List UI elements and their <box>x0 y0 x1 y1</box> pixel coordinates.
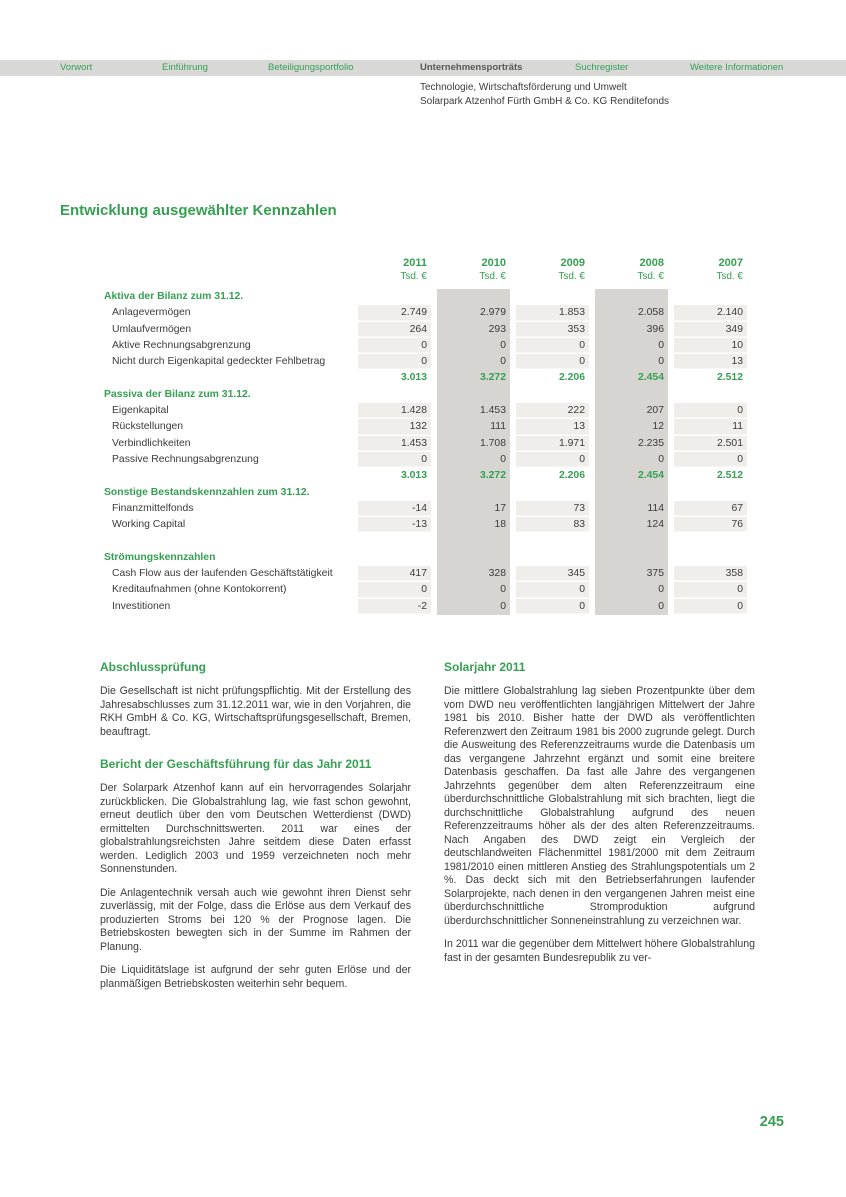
left-column <box>100 660 411 991</box>
cell-2010: 1.453 <box>479 405 506 417</box>
cell-2009: 345 <box>516 566 589 582</box>
row-label: Anlagevermögen <box>112 307 191 319</box>
cell-2010 <box>437 289 510 305</box>
top-navigation <box>0 60 846 76</box>
cell-2007: 0 <box>674 582 747 598</box>
cell-2010: 328 <box>488 568 506 580</box>
row-label <box>104 533 352 549</box>
cell-2007: 11 <box>674 419 747 435</box>
column-year: 2008 <box>639 257 664 269</box>
cell-2007: 2.501 <box>674 436 747 452</box>
column-year: 2011 <box>403 257 427 269</box>
cell-2011 <box>358 533 431 549</box>
cell-2010: 111 <box>490 421 506 433</box>
table-row-section <box>104 485 750 501</box>
cell-2010 <box>437 485 510 501</box>
cell-2008: 2.058 <box>637 307 664 319</box>
cell-2011: 264 <box>358 322 431 338</box>
cell-2011: 2.749 <box>358 305 431 321</box>
row-label: Sonstige Bestandskennzahlen zum 31.12. <box>104 486 310 498</box>
table-row-total <box>104 370 750 386</box>
cell-2007 <box>674 550 747 566</box>
cell-2010: 0 <box>500 339 506 351</box>
cell-2008: 0 <box>658 453 664 465</box>
cell-2007: 0 <box>674 403 747 419</box>
cell-2008 <box>595 550 668 566</box>
column-unit: Tsd. € <box>400 271 427 282</box>
cell-2007: 358 <box>674 566 747 582</box>
cell-2009 <box>516 533 589 549</box>
row-label: Cash Flow aus der laufenden Geschäftstätigkeit <box>112 568 333 580</box>
cell-2011: 3.013 <box>400 372 427 384</box>
cell-2008: 0 <box>658 339 664 351</box>
table-header <box>104 256 750 284</box>
nav-item-einf-hrung[interactable]: Einführung <box>162 62 208 73</box>
table-rows <box>104 289 750 615</box>
cell-2007 <box>674 533 747 549</box>
breadcrumb-line-2: Solarpark Atzenhof Fürth GmbH & Co. KG Renditefonds <box>420 96 670 107</box>
cell-2008: 0 <box>658 584 664 596</box>
cell-2007: 76 <box>674 517 747 533</box>
cell-2010: 0 <box>500 356 506 368</box>
cell-2008: 2.454 <box>637 470 664 482</box>
breadcrumb-line-1: Technologie, Wirtschaftsförderung und Umwelt <box>420 82 627 93</box>
cell-2011: 1.453 <box>358 436 431 452</box>
column-header-2011 <box>358 256 431 284</box>
table-row-data <box>104 322 750 338</box>
table-row-data <box>104 354 750 370</box>
paragraph: Die Gesellschaft ist nicht prüfungspflichtig. Mit der Erstellung des Jahresabschlusses zum 31.12.2011 war, wie in den Vorjahren, die RKH GmbH & Co. KG, Wirtschaftsprüfungsgesellschaft, Bremen, beauftragt. <box>100 685 411 738</box>
column-unit: Tsd. € <box>558 271 585 282</box>
article-section <box>444 660 755 965</box>
cell-2010: 17 <box>494 502 506 514</box>
cell-2011: -13 <box>358 517 431 533</box>
cell-2008 <box>595 533 668 549</box>
cell-2011: -14 <box>358 501 431 517</box>
section-heading: Solarjahr 2011 <box>444 660 526 674</box>
cell-2009 <box>516 289 589 305</box>
cell-2011 <box>358 550 431 566</box>
cell-2007 <box>674 387 747 403</box>
row-label <box>104 370 352 386</box>
row-label <box>104 468 352 484</box>
nav-item-suchregister[interactable]: Suchregister <box>575 62 629 73</box>
page-title: Entwicklung ausgewählter Kennzahlen <box>60 202 337 219</box>
cell-2011: 0 <box>358 338 431 354</box>
column-year: 2010 <box>481 257 506 269</box>
table-row-data <box>104 452 750 468</box>
table-row-section <box>104 289 750 305</box>
cell-2009: 0 <box>516 582 589 598</box>
cell-2009 <box>516 485 589 501</box>
cell-2011 <box>358 387 431 403</box>
paragraph: Die Anlagentechnik versah auch wie gewohnt ihren Dienst sehr zuverlässig, mit der Folge, dass die Erlöse aus dem Verkauf des produzierten Stroms bei 120 % der Prognose lagen. Die Betriebskosten bewegten sich in der Summe im Rahmen der Planung. <box>100 886 411 953</box>
kennzahlen-table <box>104 256 750 615</box>
cell-2010: 0 <box>500 600 506 612</box>
row-label: Working Capital <box>112 519 186 531</box>
cell-2011: 0 <box>358 354 431 370</box>
row-label: Passive Rechnungsabgrenzung <box>112 453 259 465</box>
column-header-2007 <box>674 256 747 284</box>
cell-2010 <box>437 533 510 549</box>
cell-2009: 73 <box>516 501 589 517</box>
row-label: Passiva der Bilanz zum 31.12. <box>104 388 251 400</box>
cell-2008: 2.454 <box>637 372 664 384</box>
cell-2010 <box>437 387 510 403</box>
table-row-data <box>104 419 750 435</box>
cell-2007 <box>674 289 747 305</box>
cell-2011: 0 <box>358 582 431 598</box>
paragraph: Der Solarpark Atzenhof kann auf ein hervorragendes Solarjahr zurückblicken. Die Globalstrahlung lag, wie fast schon gewohnt, erneut deutlich über den vom Deutschen Wetterdienst (DWD) ermittelten Durchschnittswerten. 2011 war eines der globalstrahlungsreichsten Jahre seitdem diese Daten erfasst werden. Lediglich 2003 und 1959 verzeichneten noch mehr Sonnenstunden. <box>100 782 411 875</box>
table-row-section <box>104 387 750 403</box>
cell-2009 <box>516 387 589 403</box>
cell-2010: 0 <box>500 584 506 596</box>
cell-2007: 0 <box>674 452 747 468</box>
cell-2007: 2.512 <box>716 372 743 384</box>
cell-2007: 2.512 <box>716 470 743 482</box>
cell-2011: 417 <box>358 566 431 582</box>
cell-2009: 0 <box>516 452 589 468</box>
column-unit: Tsd. € <box>716 271 743 282</box>
paragraph: Die mittlere Globalstrahlung lag sieben Prozentpunkte über dem vom DWD neu veröffentlichten langjährigen Mittelwert der Jahre 1981 bis 2010. Bisher hatte der DWD als veröffentlichten Referenzwert den Zeitraum 1981 bis 2000 zugrunde gelegt. Durch die Ausweitung des Referenzzeitraums wurde die Datenbasis um das vergangene Jahrzehnt ergänzt und somit eine breitere Datenbasis geschaffen. Da fast alle Jahre des vergangenen Jahrzehnts gegenüber dem alten Referenzzeitraum eine überdurchschnittliche Globalstrahlung mit sich brachten, liegt die durchschnittliche Globalstrahlung aufgrund des neuen Referenzzeitraums höher als der des alten Referenzzeitraums. Nach Angaben des DWD zeigt ein Vergleich der deutschlandweiten Flächenmittel 1981/2000 mit dem Zeitraum 1981/2010 einen mittleren Anstieg des Strahlungspotentials um 2 %. Das deckt sich mit den Betriebserfahrungen laufender Solarprojekte, nach denen in den vergangenen Jahren meist eine überdurchschnittliche Stromproduktion aufgrund überdurchschnittlicher Sonneneinstrahlung zu verzeichnen war. <box>444 685 755 927</box>
cell-2011: 3.013 <box>400 470 427 482</box>
cell-2009: 13 <box>516 419 589 435</box>
cell-2009: 0 <box>516 338 589 354</box>
cell-2008: 0 <box>658 600 664 612</box>
column-unit: Tsd. € <box>479 271 506 282</box>
cell-2007: 67 <box>674 501 747 517</box>
table-row-data <box>104 436 750 452</box>
cell-2009: 0 <box>516 599 589 615</box>
table-row-data <box>104 566 750 582</box>
article-section <box>100 757 411 991</box>
cell-2007: 10 <box>674 338 747 354</box>
table-row-data <box>104 403 750 419</box>
cell-2008: 124 <box>646 519 664 531</box>
paragraph: Die Liquiditätslage ist aufgrund der sehr guten Erlöse und der planmäßigen Betriebskosten weiterhin sehr bequem. <box>100 964 411 990</box>
cell-2011: -2 <box>358 599 431 615</box>
cell-2010: 18 <box>494 519 506 531</box>
table-row-data <box>104 582 750 598</box>
cell-2010: 0 <box>500 453 506 465</box>
column-header-2009 <box>516 256 589 284</box>
paragraph: In 2011 war die gegenüber dem Mittelwert höhere Globalstrahlung fast in der gesamten Bundesrepublik zu ver- <box>444 938 755 964</box>
cell-2009 <box>516 550 589 566</box>
cell-2011 <box>358 289 431 305</box>
column-header-2010 <box>437 256 510 284</box>
cell-2011: 132 <box>358 419 431 435</box>
row-label: Verbindlichkeiten <box>112 437 191 449</box>
cell-2007: 13 <box>674 354 747 370</box>
breadcrumb <box>420 81 669 109</box>
table-row-data <box>104 305 750 321</box>
row-label: Nicht durch Eigenkapital gedeckter Fehlbetrag <box>112 356 326 368</box>
cell-2008: 375 <box>646 568 664 580</box>
column-year: 2007 <box>718 257 743 269</box>
cell-2011: 0 <box>358 452 431 468</box>
cell-2007 <box>674 485 747 501</box>
cell-2008: 396 <box>646 323 664 335</box>
cell-2008: 12 <box>652 421 664 433</box>
column-unit: Tsd. € <box>637 271 664 282</box>
cell-2009: 1.853 <box>516 305 589 321</box>
row-label: Aktiva der Bilanz zum 31.12. <box>104 291 244 302</box>
right-column <box>444 660 755 991</box>
table-row-section <box>104 550 750 566</box>
cell-2009: 83 <box>516 517 589 533</box>
cell-2007: 2.140 <box>674 305 747 321</box>
cell-2009: 0 <box>516 354 589 370</box>
column-header-2008 <box>595 256 668 284</box>
cell-2008: 2.235 <box>637 437 664 449</box>
nav-item-beteiligungsportfolio[interactable]: Beteiligungsportfolio <box>268 62 354 73</box>
row-label: Aktive Rechnungsabgrenzung <box>112 339 251 351</box>
cell-2008: 0 <box>658 356 664 368</box>
nav-item-weitere-informationen[interactable]: Weitere Informationen <box>690 62 784 73</box>
article-columns <box>100 660 756 991</box>
cell-2008 <box>595 485 668 501</box>
row-label: Eigenkapital <box>112 405 169 417</box>
cell-2010: 1.708 <box>479 437 506 449</box>
row-label: Kreditaufnahmen (ohne Kontokorrent) <box>112 584 287 596</box>
cell-2010: 3.272 <box>479 470 506 482</box>
table-row-data <box>104 501 750 517</box>
header-label-spacer <box>104 256 352 284</box>
cell-2008 <box>595 387 668 403</box>
cell-2008 <box>595 289 668 305</box>
page-number: 245 <box>759 1114 784 1130</box>
cell-2009: 1.971 <box>516 436 589 452</box>
table-row-data <box>104 338 750 354</box>
cell-2010: 3.272 <box>479 372 506 384</box>
row-label: Investitionen <box>112 600 171 612</box>
cell-2010: 293 <box>488 323 506 335</box>
cell-2009: 2.206 <box>558 470 585 482</box>
table-row-data <box>104 517 750 533</box>
cell-2008: 114 <box>647 502 664 514</box>
row-label: Umlaufvermögen <box>112 323 192 335</box>
article-section <box>100 660 411 739</box>
cell-2007: 0 <box>674 599 747 615</box>
cell-2011 <box>358 485 431 501</box>
row-label: Finanzmittelfonds <box>112 502 194 514</box>
cell-2009: 2.206 <box>558 372 585 384</box>
nav-item-unternehmensportr-ts[interactable]: Unternehmensporträts <box>420 62 523 73</box>
table-row-data <box>104 599 750 615</box>
row-label: Strömungskennzahlen <box>104 551 216 563</box>
table-row-blank <box>104 533 750 549</box>
cell-2007: 349 <box>674 322 747 338</box>
row-label: Rückstellungen <box>112 421 184 433</box>
section-heading: Bericht der Geschäftsführung für das Jahr 2011 <box>100 757 372 771</box>
column-year: 2009 <box>560 257 585 269</box>
cell-2010: 2.979 <box>479 307 506 319</box>
cell-2009: 353 <box>516 322 589 338</box>
nav-item-vorwort[interactable]: Vorwort <box>60 62 93 73</box>
cell-2009: 222 <box>516 403 589 419</box>
cell-2010 <box>437 550 510 566</box>
section-heading: Abschlussprüfung <box>100 660 207 674</box>
cell-2008: 207 <box>646 405 664 417</box>
table-row-total <box>104 468 750 484</box>
cell-2011: 1.428 <box>358 403 431 419</box>
